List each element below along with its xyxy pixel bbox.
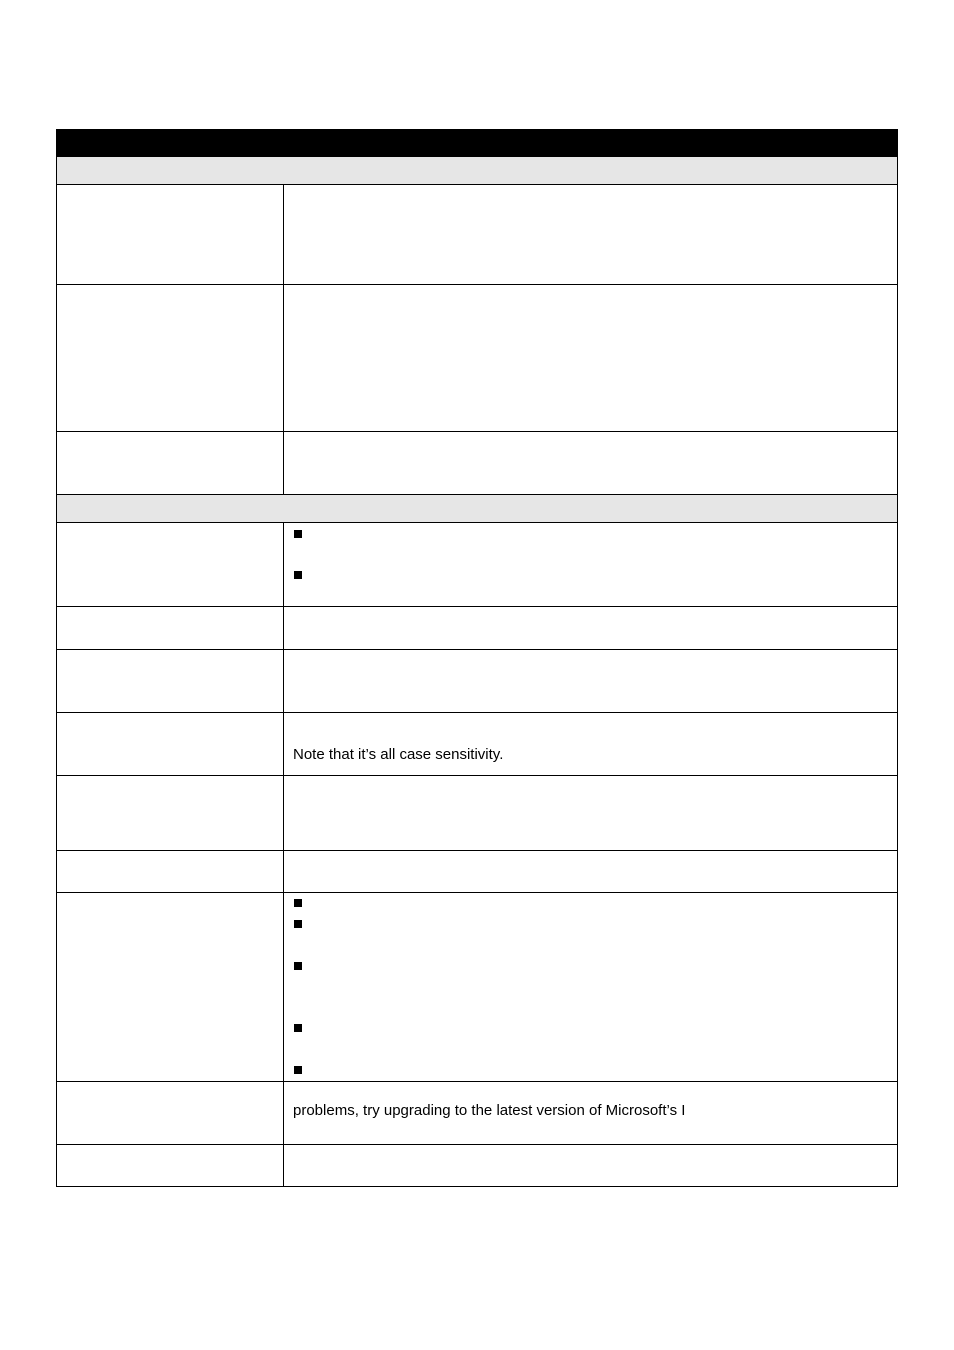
table-row [57, 1145, 897, 1187]
table-row [57, 851, 897, 893]
troubleshooting-table [56, 129, 898, 1187]
solution-cell [284, 523, 897, 606]
problem-cell [57, 432, 284, 494]
problem-cell [57, 893, 284, 1081]
problem-cell [57, 523, 284, 606]
solution-cell [284, 851, 897, 892]
solution-cell [284, 185, 897, 284]
bullet-icon [294, 962, 302, 970]
bullet-icon [294, 1024, 302, 1032]
problem-cell [57, 185, 284, 284]
bullet-icon [294, 571, 302, 579]
case-sensitivity-note: Note that it’s all case sensitivity. [293, 746, 504, 763]
problem-cell [57, 713, 284, 775]
problem-cell [57, 285, 284, 431]
table-row [57, 776, 897, 851]
bullet-icon [294, 899, 302, 907]
table-row [57, 185, 897, 285]
section-header-1 [57, 157, 897, 185]
solution-cell [284, 1082, 897, 1144]
problem-cell [57, 1082, 284, 1144]
table-header-bar [57, 129, 897, 157]
problem-cell [57, 607, 284, 649]
bullet-icon [294, 920, 302, 928]
table-row [57, 285, 897, 432]
problem-cell [57, 1145, 284, 1186]
upgrade-advice-text: problems, try upgrading to the latest version of Microsoft’s I [293, 1102, 686, 1119]
table-row [57, 523, 897, 607]
solution-cell [284, 607, 897, 649]
solution-cell [284, 1145, 897, 1186]
bullet-icon [294, 530, 302, 538]
table-row [57, 650, 897, 713]
solution-cell [284, 713, 897, 775]
problem-cell [57, 851, 284, 892]
table-row [57, 713, 897, 776]
solution-cell [284, 285, 897, 431]
table-row [57, 1082, 897, 1145]
table-row [57, 607, 897, 650]
problem-cell [57, 650, 284, 712]
solution-cell [284, 432, 897, 494]
bullet-icon [294, 1066, 302, 1074]
solution-cell [284, 776, 897, 850]
table-row [57, 432, 897, 495]
solution-cell [284, 650, 897, 712]
table-row [57, 893, 897, 1082]
problem-cell [57, 776, 284, 850]
section-header-2 [57, 495, 897, 523]
solution-cell [284, 893, 897, 1081]
